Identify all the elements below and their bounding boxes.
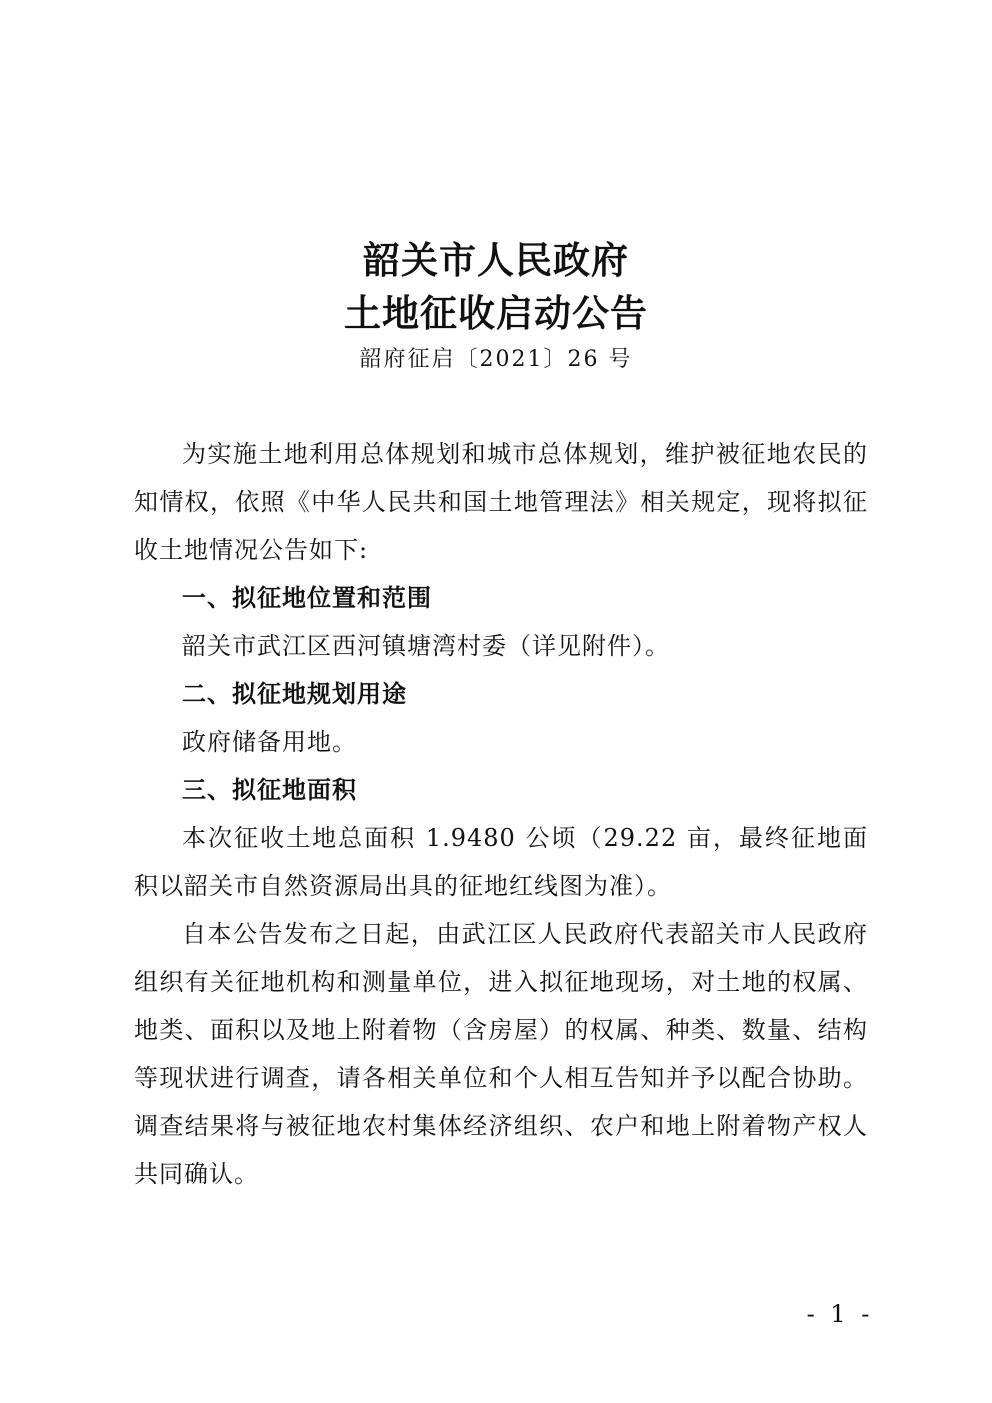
section-content-location: 韶关市武江区西河镇塘湾村委（详见附件）。 [182, 632, 670, 660]
section-heading-usage: 二、拟征地规划用途 [182, 680, 407, 708]
section-content-area: 本次征收土地总面积 1.9480 公顷（29.22 亩，最终征地面积以韶关市自然资源局出具的征地红线图为准）。 [134, 824, 868, 900]
document-body [134, 430, 868, 1198]
intro-paragraph: 为实施土地利用总体规划和城市总体规划，维护被征地农民的知情权，依照《中华人民共和国土地管理法》相关规定，现将拟征收土地情况公告如下: [134, 440, 868, 564]
closing-paragraph: 自本公告发布之日起，由武江区人民政府代表韶关市人民政府组织有关征地机构和测量单位，进入拟征地现场，对土地的权属、地类、面积以及地上附着物（含房屋）的权属、种类、数量、结构等现状进行调查，请各相关单位和个人相互告知并予以配合协助。调查结果将与被征地农村集体经济组织、农户和地上附着物产权人共同确认。 [134, 920, 868, 1188]
section-heading-area: 三、拟征地面积 [182, 776, 357, 804]
title-issuer: 韶关市人民政府 [363, 238, 629, 282]
document-number: 韶府征启〔2021〕26 号 [359, 347, 633, 372]
section-heading-location: 一、拟征地位置和范围 [182, 584, 432, 612]
page-number: - 1 - [806, 1300, 874, 1328]
section-content-usage: 政府储备用地。 [182, 728, 357, 756]
title-announcement: 土地征收启动公告 [344, 291, 648, 335]
